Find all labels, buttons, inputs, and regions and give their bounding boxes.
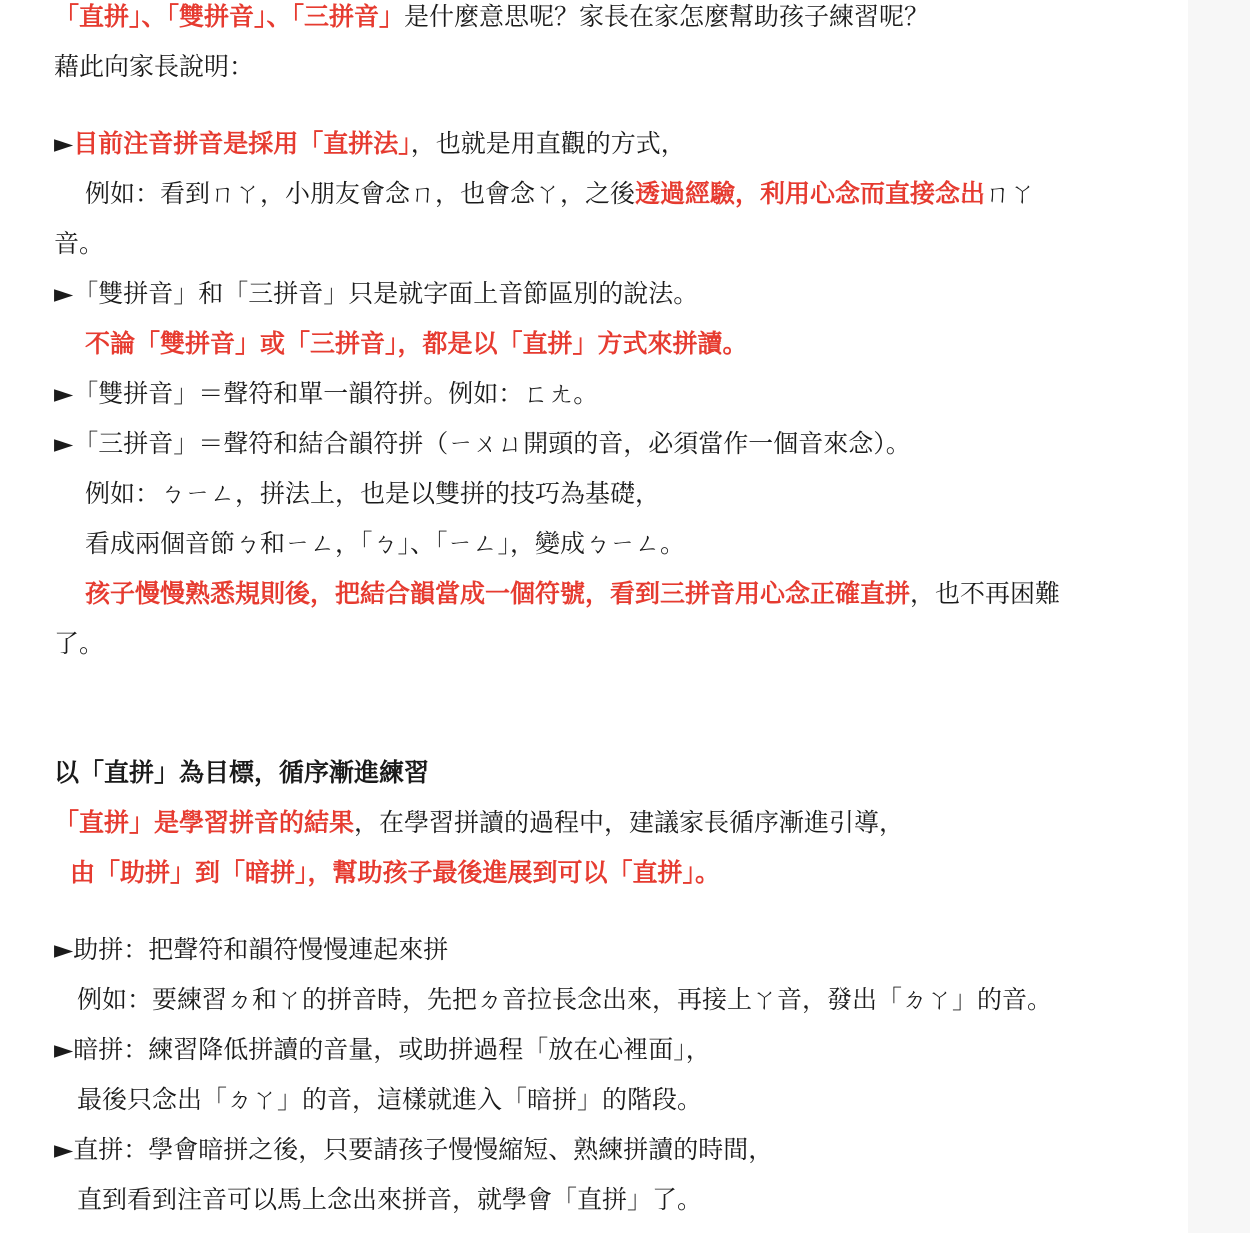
bullet-direct-method-red: 目前注音拼音是採用「直拼法」 [73,129,411,158]
three-syllable-example-2: 看成兩個音節ㄅ和ㄧㄥ，「ㄅ」、「ㄧㄥ」，變成ㄅㄧㄥ。 [85,529,686,558]
direct-result-red: 「直拼」是學習拼音的結果 [54,808,355,837]
progression-red-note: 由「助拼」到「暗拼」，幫助孩子最後進展到可以「直拼」。 [70,858,721,887]
section-title-direct-goal: 以「直拼」為目標，循序漸進練習 [54,758,430,787]
three-syllable-tip [85,577,1060,611]
example-ma-end: 音。 [54,229,105,258]
intro-explain: 藉此向家長說明： [54,52,255,81]
intro-question-terms: 「直拼」、「雙拼音」、「三拼音」 [54,2,405,31]
example-ma [85,177,1035,211]
bullet-direct-method-text: ，也就是用直觀的方式， [410,129,686,158]
example-ma-text: 例如：看到ㄇㄚ，小朋友會念ㄇ，也會念ㄚ，之後 [85,179,636,208]
bullet-syllable-terms: ►「雙拼音」和「三拼音」只是就字面上音節區別的說法。 [54,279,699,308]
three-syllable-tip-text: ，也不再困難 [910,579,1061,608]
page-edge [1188,0,1250,1233]
three-syllable-tip-end: 了。 [54,629,105,658]
step-silent-example: 最後只念出「ㄉㄚ」的音，這樣就進入「暗拼」的階段。 [77,1085,703,1114]
three-syllable-tip-red: 孩子慢慢熟悉規則後，把結合韻當成一個符號，看到三拼音用心念正確直拼 [85,579,911,608]
intro-question-text: 是什麼意思呢？家長在家怎麼幫助孩子練習呢？ [404,2,930,31]
direct-result-paragraph [54,806,904,840]
step-silent-spelling: ►暗拼：練習降低拼讀的音量，或助拼過程「放在心裡面」， [54,1035,711,1064]
step-direct-spelling: ►直拼：學會暗拼之後，只要請孩子慢慢縮短、熟練拼讀的時間， [54,1135,774,1164]
three-syllable-example-1: 例如：ㄅㄧㄥ，拼法上，也是以雙拼的技巧為基礎， [85,479,661,508]
bullet-two-syllable: ►「雙拼音」＝聲符和單一韻符拼。例如：ㄈㄤ。 [54,379,599,408]
direct-result-text: ，在學習拼讀的過程中，建議家長循序漸進引導， [354,808,905,837]
bullet-direct-method [54,127,686,161]
syllable-terms-red-note: 不論「雙拼音」或「三拼音」，都是以「直拼」方式來拼讀。 [85,329,748,358]
example-ma-tail: ㄇㄚ [985,179,1036,208]
step-assisted-spelling: ►助拼：把聲符和韻符慢慢連起來拼 [54,935,449,964]
step-direct-example: 直到看到注音可以馬上念出來拼音，就學會「直拼」了。 [77,1185,703,1214]
example-ma-red: 透過經驗，利用心念而直接念出 [635,179,986,208]
step-assisted-example: 例如：要練習ㄉ和ㄚ的拼音時，先把ㄉ音拉長念出來，再接上ㄚ音，發出「ㄉㄚ」的音。 [77,985,1053,1014]
bullet-arrow-icon: ► [54,129,74,158]
intro-question [54,0,929,34]
bullet-three-syllable: ►「三拼音」＝聲符和結合韻符拼（ㄧㄨㄩ開頭的音，必須當作一個音來念）。 [54,429,911,458]
